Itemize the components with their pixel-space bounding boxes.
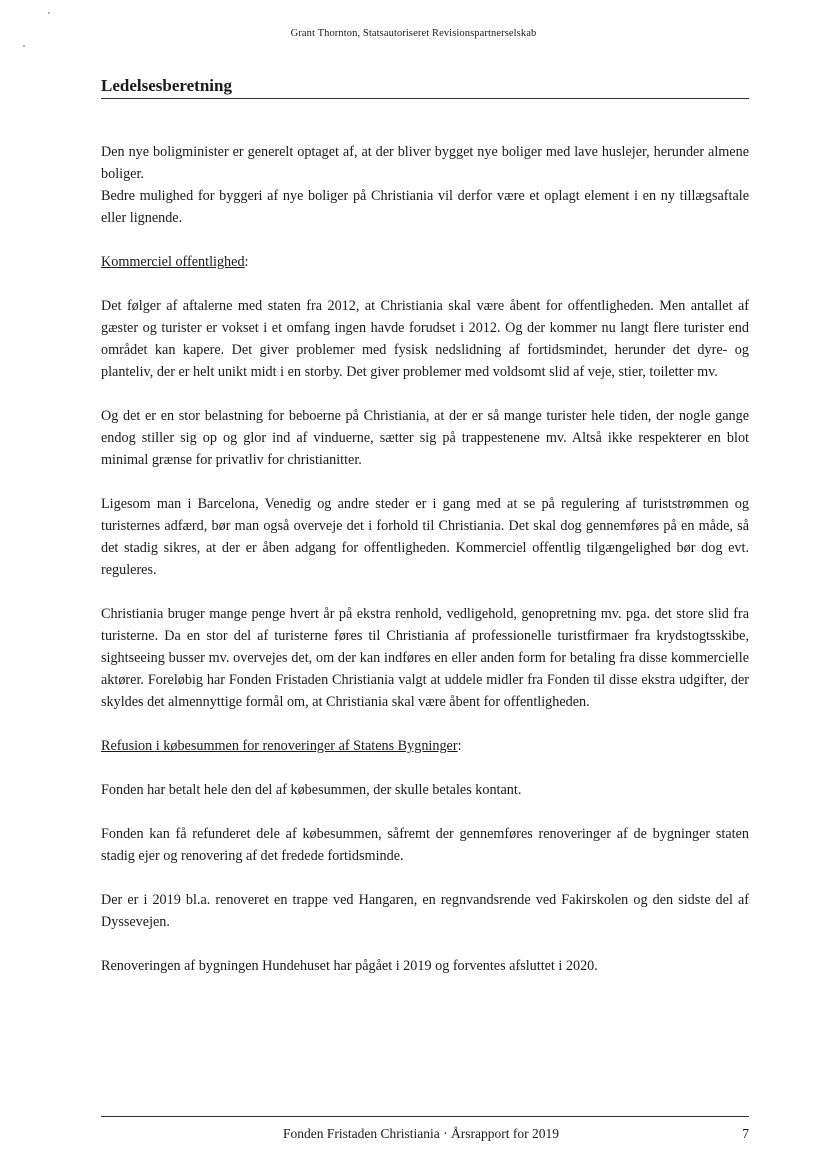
subheading-text: Kommerciel offentlighed [101, 254, 245, 270]
scan-speck [23, 45, 25, 47]
subheading-colon: : [244, 254, 249, 270]
section-title: Ledelsesberetning [101, 76, 232, 95]
subheading-commercial [101, 251, 749, 273]
footer-rule [101, 1116, 749, 1117]
page-number: 7 [742, 1126, 749, 1141]
paragraph: Fonden kan få refunderet dele af købesummen, såfremt der gennemføres renoveringer af de bygninger staten stadig ejer og renovering af det fredede fortidsminde. [101, 826, 749, 864]
subheading-colon: : [457, 738, 462, 754]
firm-header: Grant Thornton, Statsautoriseret Revisionspartnerselskab [290, 28, 537, 39]
paragraph: Den nye boligminister er generelt optaget af, at der bliver bygget nye boliger med lave huslejer, herunder almene boliger. [101, 144, 749, 182]
scan-speck [48, 12, 50, 14]
title-rule [101, 98, 749, 99]
paragraph: Der er i 2019 bl.a. renoveret en trappe ved Hangaren, en regnvandsrende ved Fakirskolen og den sidste del af Dyssevejen. [101, 892, 749, 930]
page-body [101, 141, 749, 977]
subheading-text: Refusion i købesummen for renoveringer af Statens Bygninger [101, 738, 458, 754]
subheading-refusion [101, 735, 749, 757]
paragraph: Bedre mulighed for byggeri af nye boliger på Christiania vil derfor være et oplagt element i en ny tillægsaftale eller lignende. [101, 188, 749, 226]
paragraph: Det følger af aftalerne med staten fra 2012, at Christiania skal være åbent for offentligheden. Men antallet af gæster og turister er vokset i et omfang ingen havde forudset i 2012. Og der kommer nu langt flere turister end området kan kapere. Det giver problemer med fysisk nedslidning af fortidsmindet, herunder det dyre- og planteliv, der er helt unikt midt i en storby. Det giver problemer med voldsomt slid af veje, stier, toiletter mv. [101, 298, 749, 380]
paragraph: Christiania bruger mange penge hvert år på ekstra renhold, vedligehold, genopretning mv. pga. det store slid fra turisterne. Da en stor del af turisterne føres til Christiania af professionelle turistfirmaer fra krydstogtsskibe, sightseeing busser mv. overvejes det, om der kan indføres en eller anden form for betaling fra disse kommercielle aktører. Foreløbig har Fonden Fristaden Christiania valgt at uddele midler fra Fonden til disse ekstra udgifter, der skyldes det almennyttige formål om, at Christiania skal være åbent for offentligheden. [101, 606, 749, 710]
paragraph: Fonden har betalt hele den del af købesummen, der skulle betales kontant. [101, 782, 522, 798]
footer-text: Fonden Fristaden Christiania · Årsrapport for 2019 [283, 1126, 559, 1141]
paragraph: Ligesom man i Barcelona, Venedig og andre steder er i gang med at se på regulering af turiststrømmen og turisternes adfærd, bør man også overveje det i forhold til Christiania. Det skal dog gennemføres på en måde, så det stadig sikres, at der er åben adgang for offentligheden. Kommerciel offentlig tilgængelighed bør dog evt. reguleres. [101, 496, 749, 578]
paragraph: Renoveringen af bygningen Hundehuset har pågået i 2019 og forventes afsluttet i 2020. [101, 958, 598, 974]
paragraph: Og det er en stor belastning for beboerne på Christiania, at der er så mange turister hele tiden, der nogle gange endog stiller sig op og glor ind af vinduerne, sætter sig på trappestenene mv. Altså ikke respekterer en blot minimal grænse for privatliv for christianitter. [101, 408, 749, 468]
